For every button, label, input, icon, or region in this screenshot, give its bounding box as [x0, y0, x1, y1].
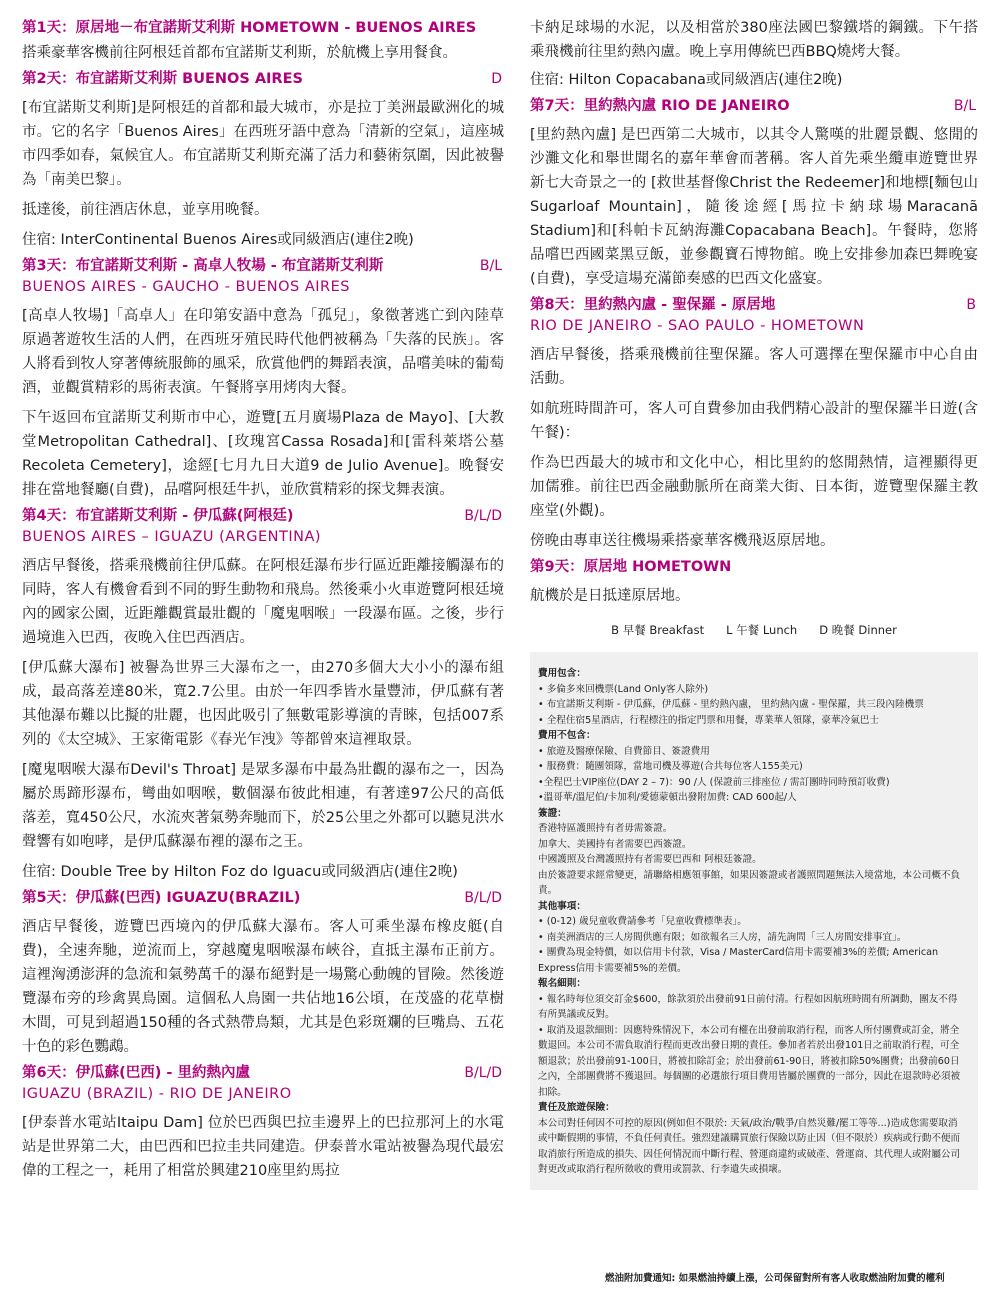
day-title: 第7天：里約熱內盧 RIO DE JANEIRO — [530, 98, 790, 114]
day-paragraph: 住宿: InterContinental Buenos Aires或同級酒店(連住2晚) — [22, 232, 414, 248]
terms-line: • 多倫多來回機票(Land Only客人除外) — [538, 683, 709, 695]
day-paragraph: 航機於是日抵達原居地。 — [530, 588, 690, 604]
day-subtitle: BUENOS AIRES - GAUCHO - BUENOS AIRES — [22, 279, 350, 295]
day-meals: B/L/D — [464, 508, 502, 524]
meal-legend — [530, 622, 978, 638]
itinerary-day — [22, 888, 504, 1059]
day-header — [530, 557, 978, 578]
day-paragraph: 酒店早餐後，遊覽巴西境內的伊瓜蘇大瀑布。客人可乘坐瀑布橡皮艇(自費)，全速奔馳，逆流而上，穿越魔鬼咽喉瀑布峽谷，直抵主瀑布正前方。這裡洶湧澎湃的急流和氣勢萬千的瀑布絕對是一場驚心動魄的冒險。然後遊覽瀑布旁的珍禽異鳥園。這個私人鳥園一共佔地16公頃，在茂盛的花草樹木間，可見到超過150種的各式熱帶鳥類，尤其是色彩斑斕的巨嘴鳥、五花十色的彩色鸚鵡。 — [22, 919, 504, 1055]
terms-line: • 南美洲酒店的三人房間供應有限；如欲報名三人房，請先詢問「三人房間安排事宜」。 — [538, 931, 907, 943]
terms-heading: 費用不包含： — [538, 730, 596, 741]
terms-line: • 團費為現金特價，如以信用卡付款，Visa / MasterCard信用卡需要補3%的差價; American Express信用卡需要補5%的差價。 — [538, 947, 939, 974]
terms-line: • 全程住宿5星酒店，行程標注的指定門票和用餐，專業華人領隊，豪華冷氣巴士 — [538, 714, 879, 726]
terms-line: • 服務費：隨團領隊，當地司機及導遊(合共每位客人155美元) — [538, 761, 803, 772]
itinerary-day — [22, 18, 504, 65]
day-paragraph: [伊瓜蘇大瀑布] 被譽為世界三大瀑布之一，由270多個大大小小的瀑布組成，最高落差達80米，寬2.7公里。由於一年四季皆水量豐沛，伊瓜蘇有著其他瀑布難以比擬的壯麗，也因此吸引了無數電影導演的青睞，包括007系列的《太空城》、王家衛電影《春光乍洩》等都曾來這裡取景。 — [22, 660, 504, 748]
day-paragraph: 如航班時間許可，客人可自費參加由我們精心設計的聖保羅半日遊(含午餐)： — [530, 401, 978, 441]
terms-line: •全程巴士VIP座位(DAY 2 – 7)：90 /人 (保證前三排座位 / 需訂團時同時預訂收費) — [538, 776, 890, 788]
day-paragraph: [布宜諾斯艾利斯]是阿根廷的首都和最大城市，亦是拉丁美洲最歐洲化的城市。它的名字「Buenos Aires」在西班牙語中意為「清新的空氣」，這座城市四季如春，氣候宜人。布宜諾斯艾利斯充滿了活力和藝術氛圍，因此被譽為「南美巴黎」。 — [22, 100, 504, 188]
terms-line: • 報名時每位須交訂金$600，餘款須於出發前91日前付清。行程如因航班時間有所調動，團友不得有所異議或反對。 — [538, 993, 958, 1020]
terms-line: 本公司對任何因不可控的原因(例如但不限於: 天氣/政治/戰爭/自然災難/罷工等等...)造成您需要取消或中斷假期的事情，不負任何責任。強烈建議購買旅行保險以防止因（但不限於）疾病或行動不便而取消旅行所造成的損失、因任何情況而中斷行程、營運商違約或破產、營運商、其代理人或附屬公司對更改或取消行程所徵收的費用或罰款、行李遺失或損壞。 — [538, 1117, 961, 1175]
day-title: 第1天：原居地－布宜諾斯艾利斯 HOMETOWN - BUENOS AIRES — [22, 20, 477, 36]
itinerary-day — [22, 69, 504, 252]
day-meals: B/L/D — [464, 1065, 502, 1081]
day-header — [22, 888, 504, 909]
itinerary-day — [22, 506, 504, 884]
itinerary-day-continued — [530, 16, 978, 92]
day-meals: D — [491, 71, 502, 87]
day-header — [530, 96, 978, 117]
day-paragraph: [魔鬼咽喉大瀑布Devil's Throat] 是眾多瀑布中最為壯觀的瀑布之一，因為屬於馬蹄形瀑布，彎曲如咽喉，數個瀑布彼此相連，有著達97公尺的高低落差，寬450公尺，水流夾著氣勢奔馳而下，於25公里之外都可以聽見洪水聲響有如咆哮，是伊瓜蘇瀑布裡的瀑布之王。 — [22, 762, 504, 850]
day-header — [22, 18, 504, 39]
terms-line: •溫哥華/溫尼伯/卡加利/愛德蒙頓出發附加費: CAD 600起/人 — [538, 792, 797, 803]
meal-legend-item: D 晚餐 Dinner — [819, 623, 897, 637]
day-subtitle: IGUAZU (BRAZIL) - RIO DE JANEIRO — [22, 1086, 292, 1102]
terms-line: 加拿大、美國持有者需要巴西簽證。 — [538, 838, 692, 850]
itinerary-day — [530, 557, 978, 608]
day-paragraph-part: 卡納足球場的水泥，以及相當於380座法國巴黎鐵塔的鋼鐵。下午搭乘飛機前往里約熱內盧。晚上享用傳統巴西BBQ燒烤大餐。 — [530, 20, 978, 60]
day-title: 第8天：里約熱內盧 - 聖保羅 - 原居地 — [530, 297, 776, 313]
terms-line: • 布宜諾斯艾利斯 - 伊瓜蘇，伊瓜蘇 - 里約熱內盧， 里約熱內盧 - 聖保羅，共三段內陸機票 — [538, 699, 924, 710]
terms-heading: 報名細則： — [538, 978, 586, 989]
day-header — [22, 69, 504, 90]
day-paragraph: 住宿: Hilton Copacabana或同級酒店(連住2晚) — [530, 72, 843, 88]
day-subtitle: BUENOS AIRES – IGUAZU (ARGENTINA) — [22, 529, 322, 545]
terms-heading: 簽證： — [538, 807, 567, 819]
day-header — [22, 506, 504, 527]
day-paragraph: 酒店早餐後，搭乘飛機前往伊瓜蘇。在阿根廷瀑布步行區近距離接觸瀑布的同時，客人有機會看到不同的野生動物和飛鳥。然後乘小火車遊覽阿根廷境內的國家公園，近距離觀賞最壯觀的「魔鬼咽喉」一段瀑布區。之後，步行過境進入巴西，夜晚入住巴西酒店。 — [22, 558, 504, 646]
itinerary-day — [530, 295, 978, 553]
day-subtitle: RIO DE JANEIRO - SAO PAULO - HOMETOWN — [530, 318, 865, 334]
day-meals: B/L — [479, 258, 502, 274]
fuel-surcharge-note: 燃油附加費通知: 如果燃油持續上漲，公司保留對所有客人收取燃油附加費的權利 — [605, 1273, 945, 1284]
terms-line: • 旅遊及醫療保險、自費節目、簽證費用 — [538, 745, 710, 757]
day-header — [22, 256, 504, 277]
day-paragraph: 搭乘豪華客機前往阿根廷首都布宜諾斯艾利斯，於航機上享用餐食。 — [22, 45, 457, 61]
itinerary-day — [22, 256, 504, 502]
day-paragraph: 作為巴西最大的城市和文化中心，相比里約的悠閒熱情，這裡顯得更加儒雅。前往巴西金融動脈所在商業大街、日本街，遊覽聖保羅主教座堂(外觀)。 — [530, 455, 978, 519]
terms-line: • (0-12) 歲兒童收費請參考「兒童收費標準表」。 — [538, 916, 747, 927]
day-paragraph: [高卓人牧場]「高卓人」在印第安語中意為「孤兒」，象徵著逃亡到內陸草原過著遊牧生活的人們，在西班牙殖民時代他們被稱為「失落的民族」。客人將看到牧人穿著傳統服飾的風采，欣賞他們的舞蹈表演，品嚐美味的葡萄酒，並觀賞精彩的馬術表演。午餐將享用烤肉大餐。 — [22, 308, 504, 396]
day-header — [530, 295, 978, 316]
right-column — [530, 14, 978, 1190]
day-title: 第4天：布宜諾斯艾利斯 - 伊瓜蘇(阿根廷) — [22, 508, 294, 524]
terms-heading: 費用包含： — [538, 668, 586, 679]
terms-box — [530, 652, 978, 1190]
day-title: 第9天：原居地 HOMETOWN — [530, 559, 732, 575]
day-paragraph: 下午返回布宜諾斯艾利斯市中心，遊覽[五月廣場Plaza de Mayo]、[大教堂Metropolitan Cathedral]、[玫瑰宮Cassa Rosada]和[雷科萊塔公墓Recoleta Cemetery]，途經[七月九日大道9 de Julio Avenue]。晚餐安排在當地餐廳(自費)，品嚐阿根廷牛扒，並欣賞精彩的探戈舞表演。 — [22, 410, 504, 498]
terms-line: • 取消及退款細則：因應特殊情況下，本公司有權在出發前取消行程，而客人所付團費或訂金，將全數退回。本公司不需負取消行程而更改出發日期的責任。參加者若於出發101日之前取消行程，可全額退款；於出發前91-100日，將被扣除訂金；於出發前61-90日，將被扣除50%團費；出發前60日之內，全部團費將不獲退回。每個團的必選旅行項目費用皆屬於團費的一部分，因此在退款時必須被扣除。 — [538, 1024, 961, 1098]
terms-line: 中國護照及台灣護照持有者需要巴西和 阿根廷簽證。 — [538, 854, 762, 865]
left-column — [22, 14, 504, 1187]
day-paragraph: 住宿: Double Tree by Hilton Foz do Iguacu或同級酒店(連住2晚) — [22, 864, 458, 880]
day-meals: B/L/D — [464, 890, 502, 906]
day-header — [22, 1063, 504, 1084]
day-paragraph: 酒店早餐後，搭乘飛機前往聖保羅。客人可選擇在聖保羅市中心自由活動。 — [530, 347, 978, 387]
day-title: 第3天：布宜諾斯艾利斯 - 高卓人牧場 - 布宜諾斯艾利斯 — [22, 258, 384, 274]
terms-heading: 其他事項： — [538, 900, 586, 912]
meal-legend-item: B 早餐 Breakfast — [611, 623, 705, 637]
day-meals: B/L — [953, 98, 976, 114]
day-paragraph: 抵達後，前往酒店休息，並享用晚餐。 — [22, 202, 269, 218]
day-paragraph: 傍晚由專車送往機場乘搭豪華客機飛返原居地。 — [530, 533, 835, 549]
terms-line: 香港特區護照持有者毋需簽證。 — [538, 823, 673, 834]
terms-line: 由於簽證要求經常變更，請聯絡相應領事館，如果因簽證或者護照問題無法入境當地，本公司概不負責。 — [538, 869, 961, 896]
day-meals: B — [966, 297, 976, 313]
day-paragraph: [里約熱內盧] 是巴西第二大城市，以其令人驚嘆的壯麗景觀、悠閒的沙灘文化和舉世聞名的嘉年華會而著稱。客人首先乘坐纜車遊覽世界新七大奇景之一的 [救世基督像Christ the Redeemer]和地標[麵包山Sugarloaf Mountain]，隨後途經[馬拉卡納球場Maracanã Stadium]和[科帕卡瓦納海灘Copacabana Beach]。午餐時，您將品嚐巴西國菜黑豆飯，並參觀寶石博物館。晚上安排參加森巴舞晚宴(自費)，享受這場充滿節奏感的巴西文化盛宴。 — [530, 127, 978, 287]
day-title: 第6天：伊瓜蘇(巴西) - 里約熱內盧 — [22, 1065, 250, 1081]
day-title: 第2天：布宜諾斯艾利斯 BUENOS AIRES — [22, 71, 303, 87]
itinerary-day — [530, 96, 978, 291]
meal-legend-item: L 午餐 Lunch — [726, 623, 798, 637]
day-title: 第5天：伊瓜蘇(巴西) IGUAZU(BRAZIL) — [22, 890, 301, 906]
itinerary-day — [22, 1063, 504, 1183]
terms-heading: 責任及旅遊保險： — [538, 1102, 615, 1113]
day-paragraph-part: [伊泰普水電站Itaipu Dam] 位於巴西與巴拉圭邊界上的巴拉那河上的水電站是世界第二大，由巴西和巴拉圭共同建造。伊泰普水電站被譽為現代最宏偉的工程之一，耗用了相當於興建210座里約馬拉 — [22, 1115, 504, 1179]
